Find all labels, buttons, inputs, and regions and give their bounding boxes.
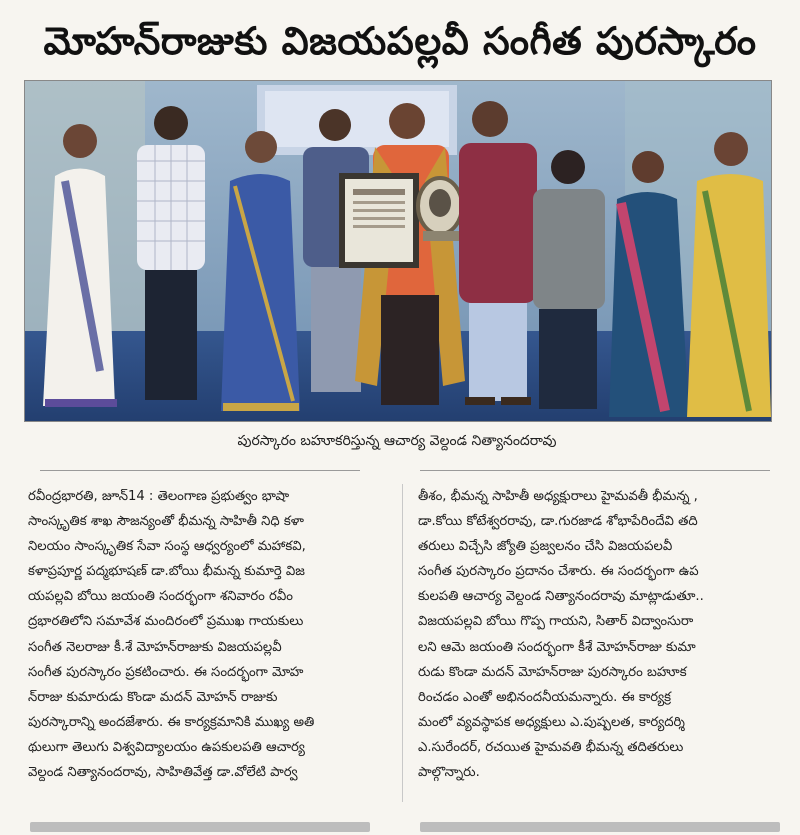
- article-line: డా.కోయి కోటేశ్వరరావు, డా.గురజాడ శోభాపేరిందేవి తది: [418, 514, 698, 530]
- article-line: రవీంద్రభారతి, జూన్14 : తెలంగాణ ప్రభుత్వం భాషా: [28, 489, 290, 504]
- article-line: పురస్కారాన్ని అందజేశారు. ఈ కార్యక్రమానికి ముఖ్య అతి: [28, 714, 315, 730]
- article-line: మంలో వ్యవస్థాపక అధ్యక్షులు ఎ.పుష్పలత, కార్యదర్శి: [418, 714, 685, 730]
- article-line: కులపతి ఆచార్య వెల్దండ నిత్యానందరావు మాట్లాడుతూ..: [418, 589, 704, 605]
- cutoff-text-right: [420, 822, 780, 832]
- next-article-cutoff: [0, 818, 800, 835]
- article-line: సాంస్కృతిక శాఖ సౌజన్యంతో భీమన్న సాహితీ నిధి కళా: [28, 514, 304, 530]
- article-line: తీశం, భీమన్న సాహితీ అధ్యక్షురాలు హైమవతీ భీమన్న ,: [418, 489, 698, 504]
- article-line: కళాప్రపూర్ణ పద్మభూషణ్ డా.బోయి భీమన్న కుమార్తె విజ: [28, 564, 305, 580]
- news-photo: [24, 80, 772, 422]
- article-line: ద్రభారతిలోని సమావేశ మందిరంలో ప్రముఖ గాయకులు: [28, 614, 304, 630]
- article-line: సంగీత పురస్కారం ప్రదానం చేశారు. ఈ సందర్భంగా ఉప: [418, 564, 699, 580]
- column-divider: [402, 484, 403, 802]
- article-line: ఎ.సురేందర్, రచయిత హైమవతి భీమన్న తదితరులు: [418, 739, 684, 755]
- photo-caption: పురస్కారం బహూకరిస్తున్న ఆచార్య వెల్దండ నిత్యానందరావు: [237, 433, 557, 449]
- article-line: రించడం ఎంతో అభినందనీయమన్నారు. ఈ కార్యక్ర: [418, 689, 672, 705]
- article-line: లని ఆమె జయంతి సందర్భంగా కీశే మోహన్‌రాజు కుమా: [418, 639, 696, 655]
- caption-rule-left: [40, 470, 360, 471]
- article-column-right: [418, 484, 782, 785]
- article-line: సంగీత పురస్కారం ప్రకటించారు. ఈ సందర్భంగా మోహ: [28, 664, 304, 680]
- article-line: థులుగా తెలుగు విశ్వవిద్యాలయం ఉపకులపతి ఆచార్య: [28, 739, 305, 755]
- article-line: రుడు కొండా మదన్ మోహన్‌రాజు పురస్కారం బహూక: [418, 664, 687, 680]
- article-line: నిలయం సాంస్కృతిక సేవా సంస్థ ఆధ్వర్యంలో మహాకవి,: [28, 539, 306, 555]
- article-line: వెల్దండ నిత్యానందరావు, సాహితివేత్త డా.వోలేటి పార్వ: [28, 765, 298, 781]
- article-line: తరులు విచ్చేసి జ్యోతి ప్రజ్వలనం చేసి విజయపలవీ: [418, 539, 673, 555]
- caption-rule-right: [420, 470, 770, 471]
- article-line: పాల్గొన్నారు.: [418, 765, 480, 781]
- article-line: యపల్లవి బోయి జయంతి సందర్భంగా శనివారం రవీం: [28, 589, 293, 605]
- cutoff-text-left: [30, 822, 370, 832]
- article-line: సంగీత నెలరాజు కీ.శే మోహన్‌రాజుకు విజయపల్లవీ: [28, 639, 282, 655]
- article-line: విజయపల్లవి బోయి గొప్ప గాయని, సితార్ విద్వాంసురా: [418, 614, 694, 630]
- article-headline: మోహన్‌రాజుకు విజయపల్లవీ సంగీత పురస్కారం: [43, 19, 757, 63]
- photo-illustration: [25, 81, 771, 421]
- article-column-left: [28, 484, 388, 785]
- article-line: న్‌రాజు కుమారుడు కొండా మదన్ మోహన్ రాజుకు: [28, 689, 278, 705]
